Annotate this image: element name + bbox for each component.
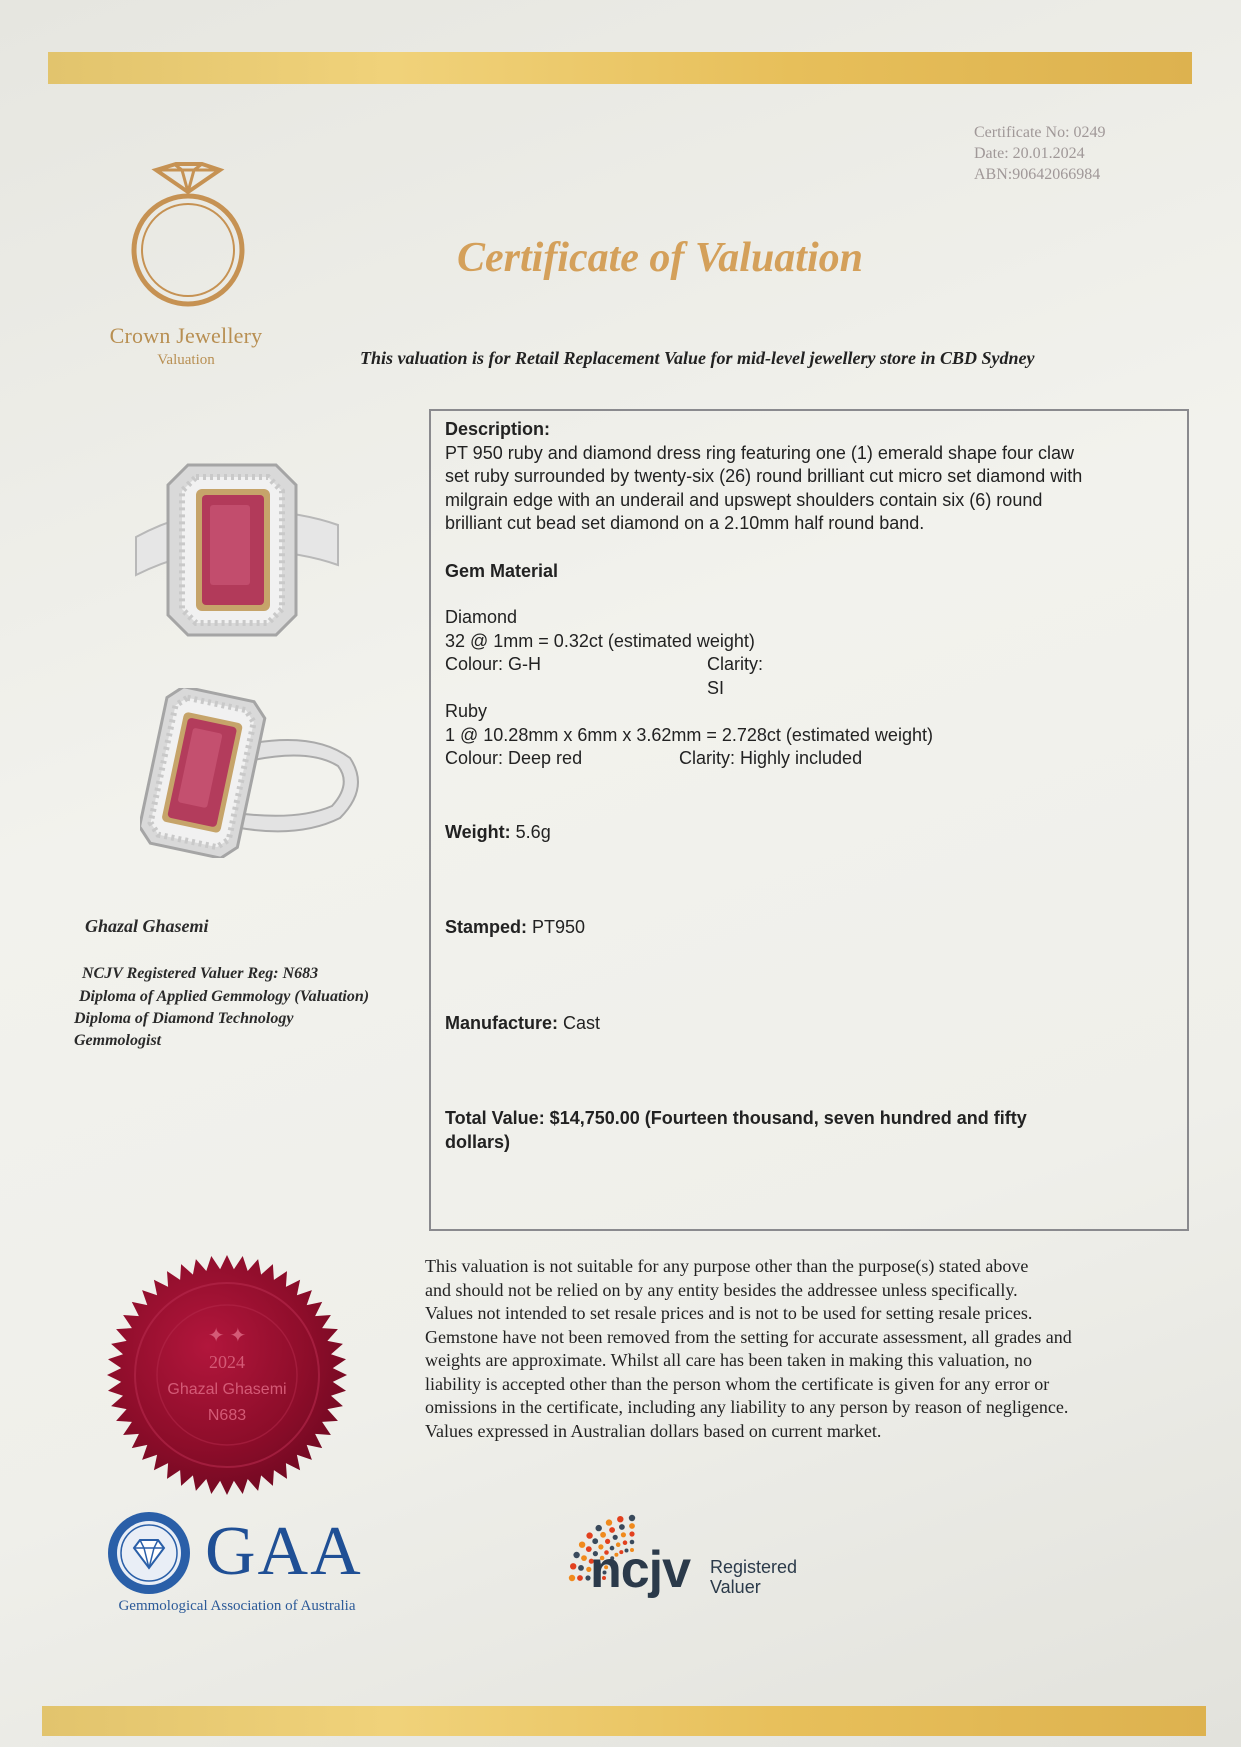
total-value	[445, 1107, 1027, 1154]
ncjv-dot	[579, 1542, 585, 1548]
ncjv-dot	[609, 1527, 615, 1533]
diamond-colour: Colour: G-H	[445, 654, 542, 674]
seal-reg: N683	[207, 1407, 247, 1424]
brand-sub: Valuation	[157, 352, 215, 368]
ncjv-acronym: ncjv	[590, 1541, 691, 1599]
seal-icon	[102, 1250, 352, 1500]
ncjv-dot	[629, 1523, 635, 1529]
valuer-credential: Gemmologist	[74, 1032, 162, 1049]
stamped-row	[445, 916, 585, 940]
ncjv-dot	[577, 1575, 583, 1581]
ring-photo-side	[140, 688, 370, 863]
manufacture-value: Cast	[563, 1013, 601, 1033]
ncjv-dot	[629, 1515, 635, 1521]
certificate-number: Certificate No: 0249	[974, 124, 1106, 141]
valuer-credential: Diploma of Applied Gemmology (Valuation)	[79, 988, 370, 1005]
gaa-diamond-icon	[104, 1508, 194, 1598]
ncjv-dot	[619, 1524, 625, 1530]
ruby-weight: 1 @ 10.28mm x 6mm x 3.62mm = 2.728ct (estimated weight)	[445, 724, 933, 745]
ncjv-dot	[581, 1555, 587, 1561]
top-gold-bar	[48, 52, 1192, 84]
brand-name: Crown Jewellery	[109, 323, 263, 348]
diamond-clarity: Clarity: SI	[707, 654, 764, 698]
description-block	[445, 418, 1082, 536]
ruby-name: Ruby	[445, 701, 488, 721]
ncjv-dot	[621, 1532, 626, 1537]
bottom-gold-bar	[42, 1706, 1206, 1736]
stamped-value: PT950	[532, 917, 586, 937]
disclaimer-line: liability is accepted other than the person whom the certificate is given for any error or	[425, 1373, 1050, 1394]
description-label: Description:	[445, 419, 551, 439]
document-subtitle: This valuation is for Retail Replacement Value for mid-level jewellery store in CBD Sydney	[360, 348, 1035, 368]
gaa-emblem	[104, 1508, 194, 1603]
gaa-acronym: GAA	[205, 1513, 363, 1590]
ncjv-dot	[569, 1575, 575, 1581]
disclaimer-line: Gemstone have not been removed from the setting for accurate assessment, all grades and	[425, 1326, 1072, 1347]
disclaimer-line: This valuation is not suitable for any purpose other than the purpose(s) stated above	[425, 1256, 1029, 1276]
ncjv-dot	[617, 1516, 623, 1522]
diamond-name: Diamond	[445, 607, 518, 627]
crown-jewellery-logo	[86, 160, 286, 320]
gem-material-label: Gem Material	[445, 561, 559, 581]
disclaimer-line: omissions in the certificate, including any liability to any person by reason of negligence.	[425, 1397, 1069, 1417]
seal-name: Ghazal Ghasemi	[167, 1381, 287, 1398]
document-title: Certificate of Valuation	[456, 235, 863, 281]
valuer-name: Ghazal Ghasemi	[85, 916, 209, 936]
weight-label: Weight:	[445, 822, 511, 842]
manufacture-label: Manufacture:	[445, 1013, 559, 1033]
wax-seal	[102, 1250, 352, 1505]
ncjv-dot	[606, 1519, 612, 1525]
description-line: milgrain edge with an underail and upswept shoulders contain six (6) round	[445, 489, 1043, 510]
certificate-abn: ABN:90642066984	[974, 166, 1101, 183]
ncjv-dot	[570, 1563, 576, 1569]
ncjv-dot	[586, 1532, 592, 1538]
ncjv-dot	[573, 1552, 579, 1558]
seal-year: 2024	[209, 1352, 245, 1372]
ncjv-registered	[710, 1557, 797, 1597]
valuer-credential: Diploma of Diamond Technology	[74, 1010, 294, 1027]
description-line: set ruby surrounded by twenty-six (26) round brilliant cut micro set diamond with	[445, 466, 1083, 486]
total-value-line: Total Value: $14,750.00 (Fourteen thousand, seven hundred and fifty	[445, 1108, 1027, 1128]
ncjv-line: Registered	[710, 1557, 798, 1577]
disclaimer-line: weights are approximate. Whilst all care has been taken in making this valuation, no	[425, 1350, 1032, 1370]
disclaimer	[425, 1255, 1195, 1443]
ring-logo-icon	[116, 160, 256, 320]
ruby-clarity: Clarity: Highly included	[679, 748, 863, 768]
diamond-block	[445, 606, 764, 698]
ruby-block	[445, 700, 933, 771]
ncjv-dot	[596, 1525, 602, 1531]
disclaimer-line: Values expressed in Australian dollars based on current market.	[425, 1420, 882, 1441]
description-line: PT 950 ruby and diamond dress ring featuring one (1) emerald shape four claw	[445, 442, 1075, 463]
ring-photo-front	[126, 455, 346, 650]
diamond-weight: 32 @ 1mm = 0.32ct (estimated weight)	[445, 630, 755, 651]
weight-row	[445, 821, 551, 845]
ncjv-dot	[629, 1531, 634, 1536]
stamped-label: Stamped:	[445, 917, 528, 937]
svg-text:✦ ✦: ✦ ✦	[207, 1325, 247, 1347]
disclaimer-line: Values not intended to set resale prices and is not to be used for setting resale prices.	[425, 1303, 1033, 1323]
total-value-line: dollars)	[445, 1131, 511, 1152]
ncjv-dot	[600, 1532, 606, 1538]
certificate-meta	[974, 122, 1106, 185]
disclaimer-line: and should not be relied on by any entity besides the addressee unless specifically.	[425, 1279, 1018, 1300]
valuer-credential: NCJV Registered Valuer Reg: N683	[82, 965, 319, 982]
weight-value: 5.6g	[515, 822, 551, 842]
ncjv-line: Valuer	[710, 1577, 761, 1597]
certificate-date: Date: 20.01.2024	[974, 145, 1085, 162]
manufacture-row	[445, 1012, 600, 1036]
description-line: brilliant cut bead set diamond on a 2.10mm half round band.	[445, 513, 925, 533]
ncjv-dot	[578, 1565, 584, 1571]
ruby-colour: Colour: Deep red	[445, 748, 583, 768]
gaa-full-name: Gemmological Association of Australia	[118, 1598, 356, 1614]
